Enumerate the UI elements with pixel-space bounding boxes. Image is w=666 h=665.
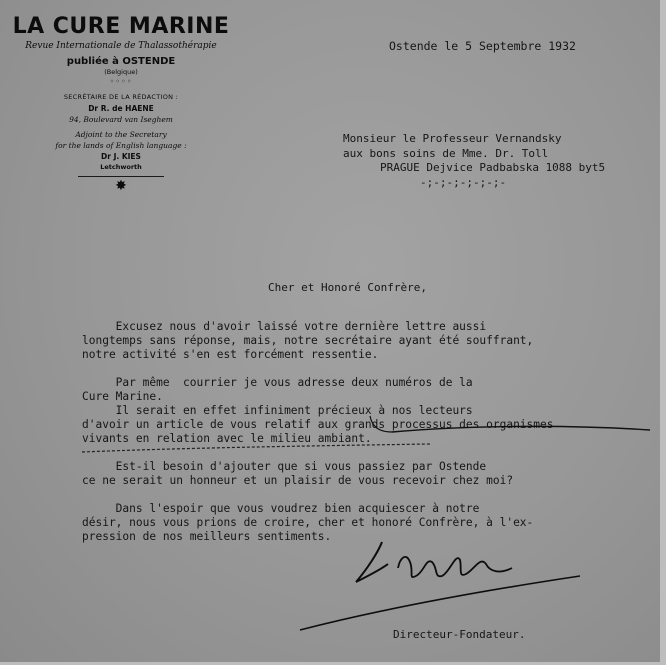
date-line: Ostende le 5 Septembre 1932: [389, 39, 576, 53]
body-line: Cure Marine.: [82, 390, 163, 403]
body-line: Dans l'espoir que vous voudrez bien acquiescer à notre: [82, 502, 480, 515]
salutation: Cher et Honoré Confrère,: [268, 281, 427, 294]
secretary-name: Dr R. de HAENE: [88, 104, 154, 113]
body-line: vivants en relation avec le milieu ambiant.: [82, 432, 372, 445]
secretary-label: SECRÉTAIRE DE LA RÉDACTION :: [63, 93, 179, 101]
adjoint-name: Dr J. KIES: [101, 152, 141, 161]
adjoint-line-2: for the lands of English language :: [55, 141, 187, 150]
body-line: désir, nous vous prions de croire, cher et honoré Confrère, à l'ex-: [82, 516, 534, 529]
sun-ornament-icon: ✸: [115, 178, 127, 194]
journal-title: LA CURE MARINE: [12, 14, 230, 39]
body-line: notre activité s'en est forcément ressentie.: [82, 348, 379, 361]
body-line: Par même courrier je vous adresse deux numéros de la: [82, 376, 473, 389]
journal-subtitle: Revue Internationale de Thalassothérapie: [25, 41, 217, 51]
body-line: longtemps sans réponse, mais, notre secrétaire ayant été souffrant,: [82, 334, 534, 347]
adjoint-city: Letchworth: [100, 163, 142, 171]
body-line: Excusez nous d'avoir laissé votre dernière lettre aussi: [82, 320, 487, 333]
body-line: ce ne serait un honneur et un plaisir de vous recevoir chez moi?: [82, 474, 514, 487]
handwritten-signature: [290, 532, 590, 642]
publication-country: (Belgique): [104, 68, 138, 76]
body-line: Il serait en effet infiniment précieux à nos lecteurs: [82, 404, 473, 417]
recipient-line-2: aux bons soins de Mme. Dr. Toll: [343, 147, 549, 160]
recipient-line-3: PRAGUE Dejvice Padbabska 1088 byt5: [380, 161, 606, 174]
body-line: d'avoir un article de vous relatif aux grands processus des organismes: [82, 418, 554, 431]
recipient-divider: -;-;-;-;-;-;-: [420, 176, 507, 189]
secretary-address: 94, Boulevard van Iseghem: [69, 115, 173, 124]
signer-title: Directeur-Fondateur.: [393, 628, 526, 641]
recipient-line-1: Monsieur le Professeur Vernandsky: [343, 132, 562, 145]
body-line: Est-il besoin d'ajouter que si vous passiez par Ostende: [82, 460, 487, 473]
ornament: ◦◦◦◦: [109, 77, 133, 86]
publication-place: publiée à OSTENDE: [66, 56, 176, 67]
adjoint-line-1: Adjoint to the Secretary: [75, 130, 167, 139]
body-line: pression de nos meilleurs sentiments.: [82, 530, 332, 543]
